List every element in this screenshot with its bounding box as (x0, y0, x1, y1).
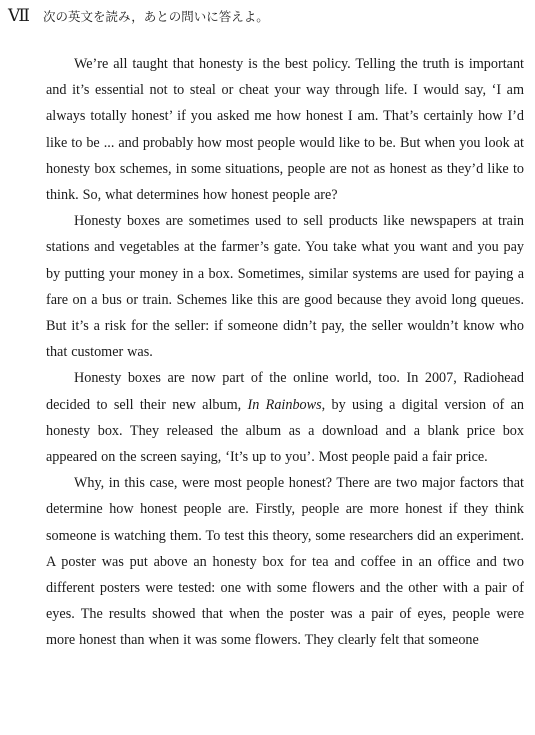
album-title: In Rainbows (247, 396, 322, 413)
section-numeral: Ⅶ (8, 6, 29, 26)
paragraph-1: We’re all taught that honesty is the best policy. Telling the truth is important and it’s essential not to steal or cheat your way through life. I would say, ‘I am always totally honest’ if you asked me how honest I am. That’s certainly how I’d like to be ... and probably how most people would like to be. But when you look at honesty box schemes, in some situations, people are not as honest as they’d like to think. So, what determines how honest people are? (46, 56, 524, 204)
passage (46, 51, 524, 654)
paragraph-3-text-before-title: Honesty boxes are now part of the online world, too. In 2007, Radiohead decided to sell their new album, (46, 370, 524, 413)
instruction-text: 次の英文を読み，あとの問いに答えよ。 (42, 9, 269, 24)
paragraph-2: Honesty boxes are sometimes used to sell products like newspapers at train stations and vegetables at the farmer’s gate. You take what you want and you pay by putting your money in a box. Sometimes, similar systems are used for paying a fare on a bus or train. Schemes like this are good because they avoid long queues. But it’s a risk for the seller: if someone didn’t pay, the seller wouldn’t know who that customer was. (46, 213, 524, 361)
paragraph-4: Why, in this case, were most people honest? There are two major factors that determine how honest people are. Firstly, people are more honest if they think someone is watching them. To test this theory, some researchers did an experiment. A poster was put above an honesty box for tea and coffee in an office and two different posters were tested: one with some flowers and the other with a pair of eyes. The results showed that when the poster was a pair of eyes, people were more honest than when it was some flowers. They clearly felt that someone (46, 475, 524, 649)
question-header (8, 6, 269, 26)
paragraph-3 (46, 365, 524, 470)
paragraph-3-text-after-title: , by using a digital version of an honesty box. They released the album as a download and a blank price box appeared on the screen saying, ‘It’s up to you’. Most people paid a fair price. (46, 396, 524, 466)
